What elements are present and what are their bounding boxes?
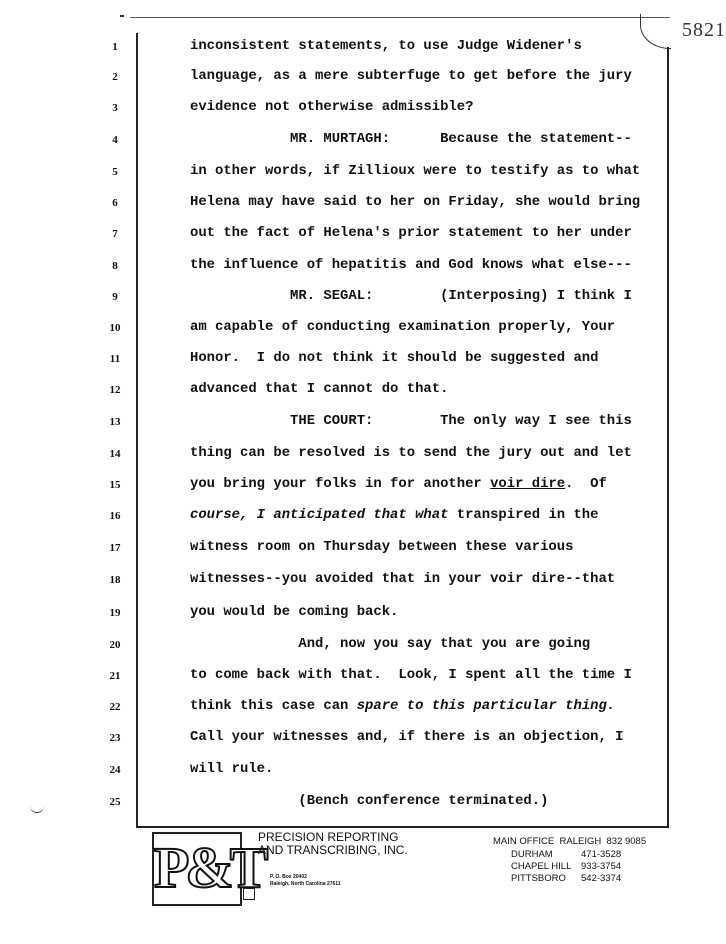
transcript-line (190, 131, 632, 147)
office-phone: 933-3754 (581, 861, 622, 872)
transcript-line (190, 571, 615, 587)
line-number: 20 (109, 639, 121, 651)
stray-mark (30, 806, 44, 813)
transcript-line (190, 761, 273, 777)
line-text: you bring your folks in for another (190, 476, 491, 492)
office-label: CHAPEL HILL (511, 861, 572, 872)
line-number: 12 (109, 384, 121, 396)
office-row (511, 849, 621, 861)
transcript-line (190, 381, 448, 397)
office-row (511, 873, 621, 885)
company-logo: P&T (152, 832, 242, 906)
transcript-line (190, 445, 632, 461)
line-text: evidence not otherwise admissible? (190, 99, 474, 115)
line-number: 11 (109, 353, 121, 365)
office-label: DURHAM (511, 849, 553, 860)
office-phone: 542-3374 (581, 873, 622, 884)
office-row (511, 861, 621, 873)
transcript-line (190, 698, 615, 714)
transcript-line (190, 319, 615, 335)
office-phone: 471-3528 (581, 849, 622, 860)
bottom-border (136, 826, 669, 828)
line-number: 14 (109, 448, 121, 460)
line-number: 1 (112, 41, 118, 53)
line-number: 8 (112, 260, 118, 272)
left-margin-rule (136, 33, 138, 827)
transcript-line (190, 476, 607, 492)
company-name-line2: AND TRANSCRIBING, INC. (258, 843, 408, 857)
transcript-line (190, 194, 640, 210)
line-number: 10 (109, 322, 121, 334)
line-number: 9 (112, 291, 118, 303)
transcript-line (190, 163, 640, 179)
line-text: transpired in the (448, 507, 599, 523)
transcript-line (190, 667, 632, 683)
line-text: spare to this particular thing. (356, 698, 616, 714)
line-number: 21 (109, 670, 121, 682)
line-text: advanced that I cannot do that. (190, 381, 449, 397)
line-text: in other words, if Zillioux were to testify as to what (190, 163, 641, 179)
transcript-line (190, 604, 398, 620)
transcript-line (190, 539, 573, 555)
line-number: 18 (109, 574, 121, 586)
line-text: what (415, 507, 449, 523)
line-text: Helena may have said to her on Friday, she would bring (190, 194, 641, 210)
line-text: MR. SEGAL: (Interposing) I think I (190, 288, 632, 304)
line-number: 7 (112, 228, 118, 240)
page-corner-curve (640, 14, 671, 49)
transcript-line (190, 636, 590, 652)
line-text: THE COURT: The only way I see this (190, 413, 632, 429)
transcript-line (190, 288, 632, 304)
logo-square (243, 888, 255, 900)
line-text: witness room on Thursday between these various (190, 539, 574, 555)
transcript-line (190, 507, 598, 523)
margin-mark (120, 15, 124, 17)
line-number: 22 (109, 701, 121, 713)
line-text: language, as a mere subterfuge to get before the jury (190, 68, 632, 84)
line-text: will rule. (190, 761, 274, 777)
line-text: inconsistent statements, to use Judge Widener's (190, 38, 582, 54)
transcript-line (190, 413, 632, 429)
line-number: 25 (109, 796, 121, 808)
transcript-line (190, 350, 598, 366)
line-number: 5 (112, 166, 118, 178)
address-line2: Raleigh, North Carolina 27611 (270, 881, 341, 887)
line-text: thing can be resolved is to send the jury out and let (190, 445, 632, 461)
line-number: 15 (109, 479, 121, 491)
line-number: 24 (109, 764, 121, 776)
line-number: 4 (112, 134, 118, 146)
line-text: Honor. I do not think it should be suggested and (190, 350, 599, 366)
line-number: 13 (109, 416, 121, 428)
transcript-line (190, 68, 632, 84)
line-text: you would be coming back. (190, 604, 399, 620)
line-text: Call your witnesses and, if there is an objection, I (190, 729, 624, 745)
line-text: voir dire (490, 476, 566, 492)
line-number: 2 (112, 71, 118, 83)
company-name (258, 831, 408, 857)
transcript-line (190, 729, 623, 745)
company-address (270, 874, 341, 888)
line-number: 17 (109, 542, 121, 554)
line-text: witnesses--you avoided that in your voir dire--that (190, 571, 616, 587)
line-text: MR. MURTAGH: Because the statement-- (190, 131, 632, 147)
line-text: think this case can (190, 698, 357, 714)
line-text: am capable of conducting examination properly, Your (190, 319, 616, 335)
top-border (130, 17, 670, 18)
line-text: And, now you say that you are going (190, 636, 591, 652)
transcript-line (190, 257, 632, 273)
line-number: 6 (112, 197, 118, 209)
transcript-line (190, 225, 632, 241)
transcript-line (190, 793, 548, 809)
company-name-line1: PRECISION REPORTING (258, 830, 399, 844)
line-text: the influence of hepatitis and God knows what else--- (190, 257, 632, 273)
office-label: PITTSBORO (511, 873, 566, 884)
line-text: to come back with that. Look, I spent all the time I (190, 667, 632, 683)
office-row (493, 836, 646, 848)
line-text: (Bench conference terminated.) (190, 793, 549, 809)
office-phone: 832 9085 (606, 836, 647, 847)
transcript-line (190, 38, 582, 54)
line-number: 19 (109, 607, 121, 619)
right-margin-rule (667, 47, 669, 827)
page-number: 5821 (682, 19, 726, 41)
transcript-line (190, 99, 473, 115)
line-text: out the fact of Helena's prior statement to her under (190, 225, 632, 241)
office-label: MAIN OFFICE RALEIGH (493, 836, 602, 847)
line-text: . Of (565, 476, 607, 492)
line-text: course, I anticipated that (190, 507, 416, 523)
address-line1: P. O. Box 20402 (270, 874, 307, 880)
line-number: 3 (112, 102, 118, 114)
line-number: 23 (109, 732, 121, 744)
line-number: 16 (109, 510, 121, 522)
